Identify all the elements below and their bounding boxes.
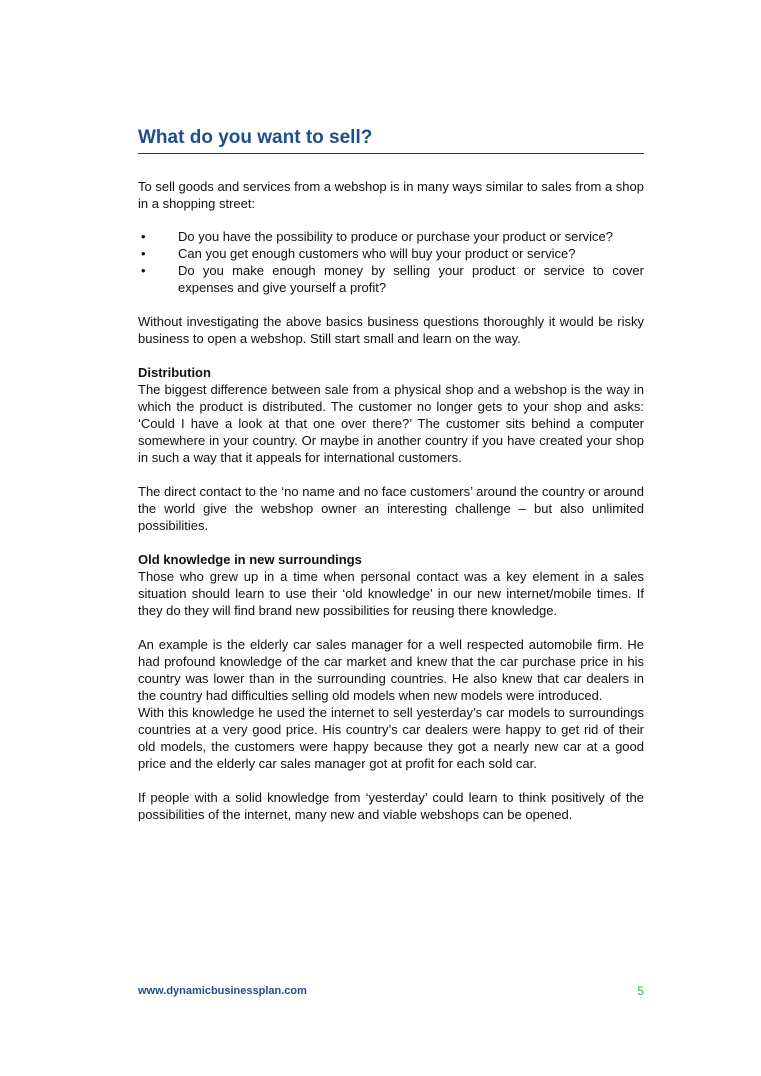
bullet-icon: • xyxy=(141,246,146,261)
old-knowledge-paragraph: Those who grew up in a time when personal contact was a key element in a sales situation should learn to use their ‘old knowledge’ in our new internet/mobile times. If they do they will find brand new possibilities for reusing there knowledge. xyxy=(138,569,644,618)
distribution-heading: Distribution xyxy=(138,365,211,380)
closing-paragraph: If people with a solid knowledge from ‘yesterday’ could learn to think positively of the possibilities of the internet, many new and viable webshops can be opened. xyxy=(138,790,644,822)
example-continued-paragraph: With this knowledge he used the internet to sell yesterday’s car models to surroundings countries at a very good price. His country’s car dealers were happy to get rid of their old models, the customers were happy because they got a nearly new car at a good price and the elderly car sales manager got at profit for each sold car. xyxy=(138,705,644,771)
list-item xyxy=(138,228,644,245)
direct-contact-paragraph: The direct contact to the ‘no name and no face customers’ around the country or around the world give the webshop owner an interesting challenge – but also unlimited possibilities. xyxy=(138,484,644,533)
list-item-text: Can you get enough customers who will buy your product or service? xyxy=(178,246,576,261)
page-number: 5 xyxy=(637,984,644,998)
page-heading: What do you want to sell? xyxy=(138,126,644,154)
list-item-text: Do you make enough money by selling your product or service to cover expenses and give yourself a profit? xyxy=(178,263,644,295)
footer-website-link[interactable]: www.dynamicbusinessplan.com xyxy=(138,985,307,997)
list-item-text: Do you have the possibility to produce or purchase your product or service? xyxy=(178,229,614,244)
old-knowledge-heading: Old knowledge in new surroundings xyxy=(138,552,362,567)
document-page xyxy=(138,126,644,823)
list-item xyxy=(138,262,644,296)
list-item xyxy=(138,245,644,262)
distribution-paragraph: The biggest difference between sale from a physical shop and a webshop is the way in which the product is distributed. The customer no longer gets to your shop and asks: ‘Could I have a look at that one over there?’ The customer sits behind a computer somewhere in your country. Or maybe in another country if you have created your shop in such a way that it appeals for international customers. xyxy=(138,382,644,465)
intro-paragraph: To sell goods and services from a webshop is in many ways similar to sales from a shop in a shopping street: xyxy=(138,179,644,211)
page-footer xyxy=(138,985,644,1001)
example-paragraph: An example is the elderly car sales manager for a well respected automobile firm. He had profound knowledge of the car market and knew that the car purchase price in his country was lower than in the surrounding countries. He also knew that car dealers in the country had difficulties selling old models when new models were introduced. xyxy=(138,637,644,703)
question-list xyxy=(138,228,644,296)
basics-paragraph: Without investigating the above basics business questions thoroughly it would be risky business to open a webshop. Still start small and learn on the way. xyxy=(138,314,644,346)
bullet-icon: • xyxy=(141,263,146,278)
bullet-icon: • xyxy=(141,229,146,244)
